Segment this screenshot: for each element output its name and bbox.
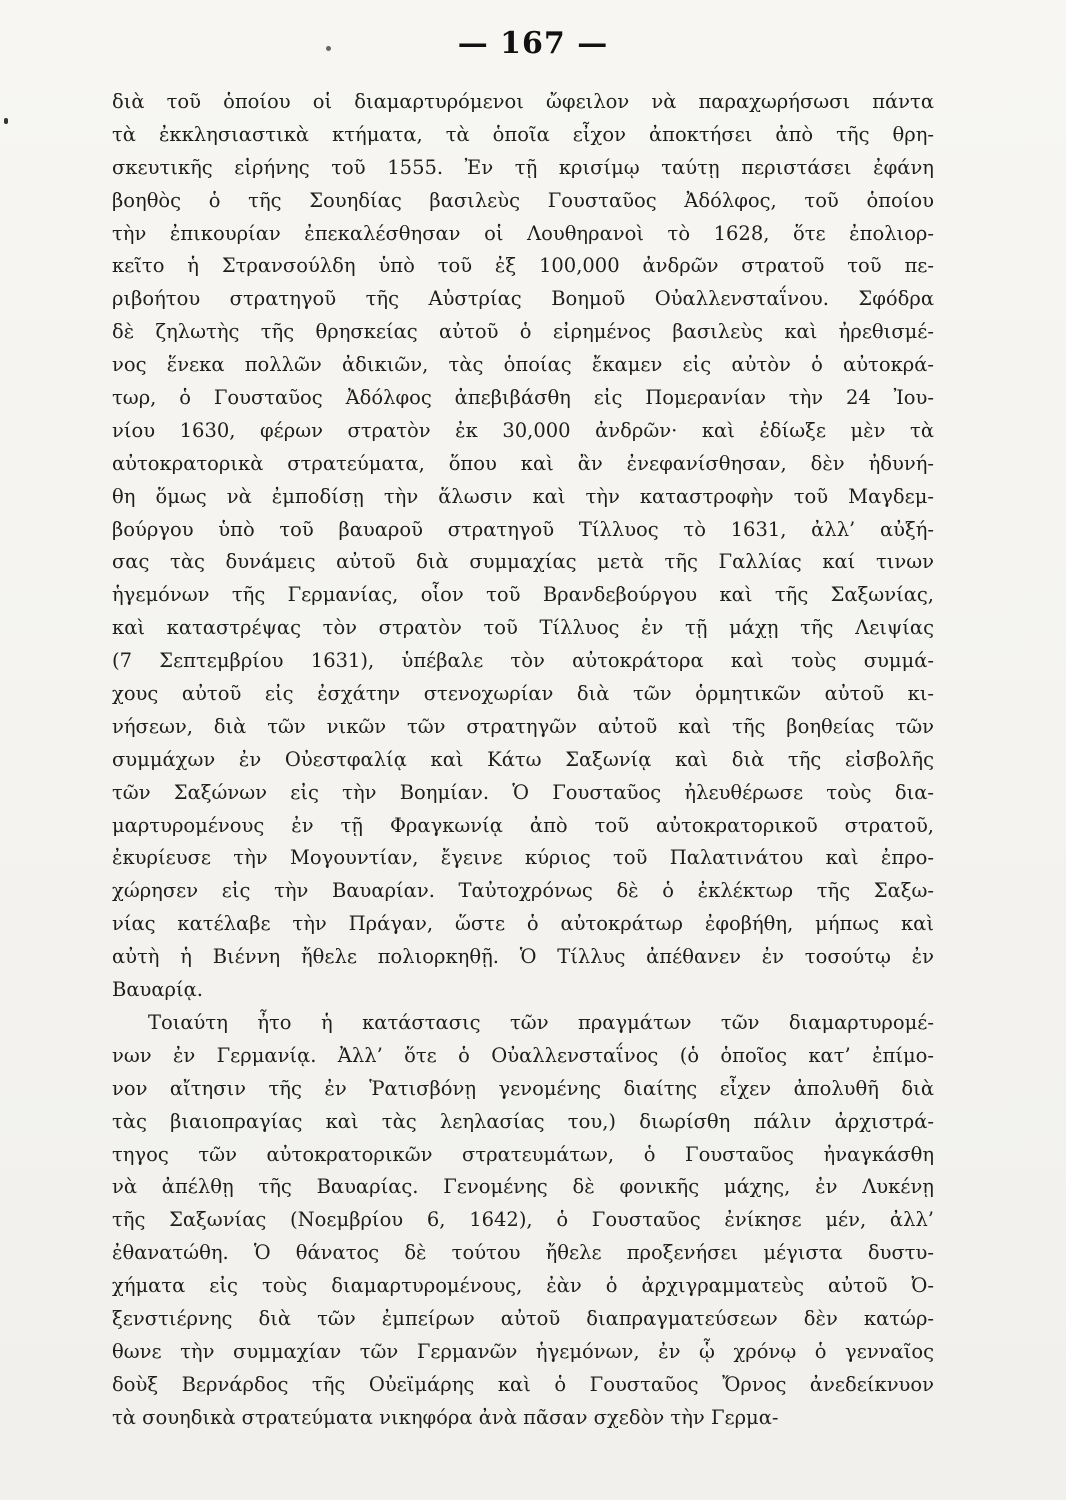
text-line: τηγος τῶν αὐτοκρατορικῶν στρατευμάτων, ὁ Γουσταῦος ἠναγκάσθη [112,1142,934,1166]
text-line: αὐτὴ ἡ Βιέννη ἤθελε πολιορκηθῇ. Ὁ Τίλλυς ἀπέθανεν ἐν τοσούτῳ ἐν [112,945,934,969]
text-line: νος ἕνεκα πολλῶν ἀδικιῶν, τὰς ὁποίας ἔκαμεν εἰς αὐτὸν ὁ αὐτοκρά- [112,353,934,377]
text-line: βούργου ὑπὸ τοῦ βαυαροῦ στρατηγοῦ Τίλλυος τὸ 1631, ἀλλ’ αὐξή- [112,517,934,541]
text-line: διὰ τοῦ ὁποίου οἱ διαμαρτυρόμενοι ὤφειλον νὰ παραχωρήσωσι πάντα [112,90,934,113]
text-line: ριβοήτου στρατηγοῦ τῆς Αὐστρίας Βοημοῦ Οὐαλλενσταΐνου. Σφόδρα [112,287,934,311]
text-line: τὰ ἐκκλησιαστικὰ κτήματα, τὰ ὁποῖα εἶχον ἀποκτήσει ἀπὸ τῆς θρη- [112,122,934,146]
text-line: νίας κατέλαβε τὴν Πράγαν, ὥστε ὁ αὐτοκράτωρ ἐφοβήθη, μήπως καὶ [112,912,934,936]
text-line: τῶν Σαξώνων εἰς τὴν Βοημίαν. Ὁ Γουσταῦος ἠλευθέρωσε τοὺς δια- [112,780,934,804]
text-line: (7 Σεπτεμβρίου 1631), ὑπέβαλε τὸν αὐτοκράτορα καὶ τοὺς συμμά- [112,649,934,673]
text-line: ἐκυρίευσε τὴν Μογουντίαν, ἔγεινε κύριος τοῦ Παλατινάτου καὶ ἐπρο- [112,846,934,870]
text-line: τωρ, ὁ Γουσταῦος Ἀδόλφος ἀπεβιβάσθη εἰς Πομερανίαν τὴν 24 Ἰου- [112,386,934,410]
text-line: νον αἴτησιν τῆς ἐν Ῥατισβόνῃ γενομένης διαίτης εἶχεν ἀπολυθῆ διὰ [112,1076,934,1100]
text-line: τὰς βιαιοπραγίας καὶ τὰς λεηλασίας του,) διωρίσθη πάλιν ἀρχιστρά- [112,1109,934,1133]
text-line: νήσεων, διὰ τῶν νικῶν τῶν στρατηγῶν αὐτοῦ καὶ τῆς βοηθείας τῶν [112,714,934,738]
margin-mark [4,118,8,124]
text-line: χώρησεν εἰς τὴν Βαυαρίαν. Ταὐτοχρόνως δὲ ὁ ἐκλέκτωρ τῆς Σαξω- [112,879,934,903]
text-line: θη ὅμως νὰ ἐμποδίσῃ τὴν ἅλωσιν καὶ τὴν καταστροφὴν τοῦ Μαγδεμ- [112,484,934,508]
text-line: ξενστιέρνης διὰ τῶν ἐμπείρων αὐτοῦ διαπραγματεύσεων δὲν κατώρ- [112,1306,934,1330]
text-line: δοὺξ Βερνάρδος τῆς Οὐεϊμάρης καὶ ὁ Γουσταῦος Ὄρνος ἀνεδείκνυον [112,1372,934,1396]
text-line: χους αὐτοῦ εἰς ἐσχάτην στενοχωρίαν διὰ τῶν ὁρμητικῶν αὐτοῦ κι- [112,682,934,706]
text-line: τὴν ἐπικουρίαν ἐπεκαλέσθησαν οἱ Λουθηρανοὶ τὸ 1628, ὅτε ἐπολιορ- [112,221,934,245]
text-line: βοηθὸς ὁ τῆς Σουηδίας βασιλεὺς Γουσταῦος Ἀδόλφος, τοῦ ὁποίου [112,188,934,212]
text-line: νὰ ἀπέλθῃ τῆς Βαυαρίας. Γενομένης δὲ φονικῆς μάχης, ἐν Λυκένῃ [112,1175,934,1199]
text-line: τὰ σουηδικὰ στρατεύματα νικηφόρα ἀνὰ πᾶσαν σχεδὸν τὴν Γερμα- [112,1405,779,1429]
text-line: Τοιαύτη ἦτο ἡ κατάστασις τῶν πραγμάτων τῶν διαμαρτυρομέ- [148,1010,934,1034]
text-line: δὲ ζηλωτὴς τῆς θρησκείας αὐτοῦ ὁ εἰρημένος βασιλεὺς καὶ ἠρεθισμέ- [112,320,934,344]
text-line: κεῖτο ἡ Στρανσούλδη ὑπὸ τοῦ ἐξ 100,000 ἀνδρῶν στρατοῦ τοῦ πε- [112,254,934,278]
body-text [112,86,934,1435]
text-line: νων ἐν Γερμανίᾳ. Ἀλλ’ ὅτε ὁ Οὐαλλενσταΐνος (ὁ ὁποῖος κατ’ ἐπίμο- [112,1043,934,1067]
text-line: μαρτυρομένους ἐν τῇ Φραγκωνίᾳ ἀπὸ τοῦ αὐτοκρατορικοῦ στρατοῦ, [112,813,934,837]
text-line: καὶ καταστρέψας τὸν στρατὸν τοῦ Τίλλυος ἐν τῇ μάχῃ τῆς Λειψίας [112,616,934,640]
text-line: τῆς Σαξωνίας (Νοεμβρίου 6, 1642), ὁ Γουσταῦος ἐνίκησε μέν, ἀλλ’ [112,1208,934,1232]
page-number-header: — 167 — [457,26,609,61]
text-line: Βαυαρίᾳ. [112,978,203,1002]
text-line: χήματα εἰς τοὺς διαμαρτυρομένους, ἐὰν ὁ ἀρχιγραμματεὺς αὐτοῦ Ὀ- [112,1274,934,1298]
text-line: ἡγεμόνων τῆς Γερμανίας, οἷον τοῦ Βρανδεβούργου καὶ τῆς Σαξωνίας, [112,583,934,607]
text-line: σκευτικῆς εἰρήνης τοῦ 1555. Ἐν τῇ κρισίμῳ ταύτῃ περιστάσει ἐφάνη [112,155,934,179]
text-line: αὐτοκρατορικὰ στρατεύματα, ὅπου καὶ ἂν ἐνεφανίσθησαν, δὲν ἠδυνή- [112,451,934,475]
text-line: συμμάχων ἐν Οὐεστφαλίᾳ καὶ Κάτω Σαξωνίᾳ καὶ διὰ τῆς εἰσβολῆς [112,747,934,771]
text-line: θωνε τὴν συμμαχίαν τῶν Γερμανῶν ἡγεμόνων, ἐν ᾧ χρόνῳ ὁ γενναῖος [112,1339,934,1363]
text-line: ἐθανατώθη. Ὁ θάνατος δὲ τούτου ἤθελε προξενήσει μέγιστα δυστυ- [112,1241,934,1265]
text-line: σας τὰς δυνάμεις αὐτοῦ διὰ συμμαχίας μετὰ τῆς Γαλλίας καί τινων [112,550,934,574]
text-line: νίου 1630, φέρων στρατὸν ἐκ 30,000 ἀνδρῶν· καὶ ἐδίωξε μὲν τὰ [112,418,934,442]
